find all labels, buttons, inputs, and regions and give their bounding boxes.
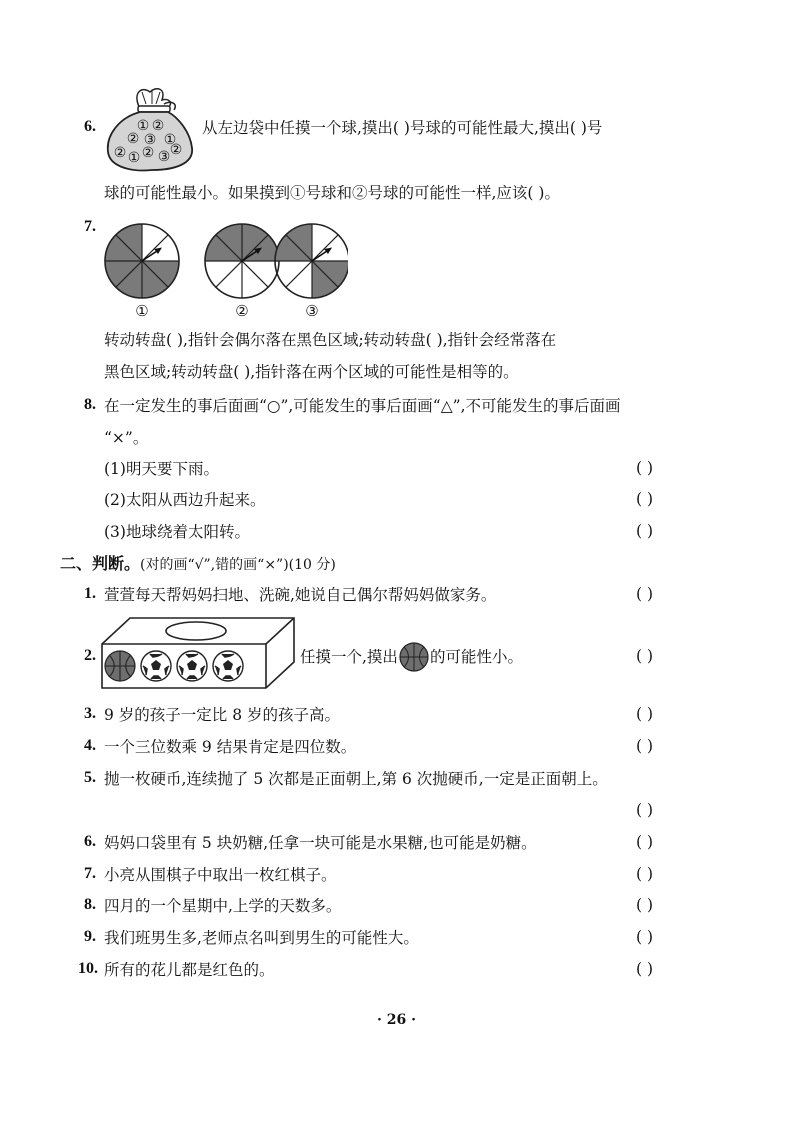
section2-heading xyxy=(60,554,336,575)
q8-answer-2[interactable]: ( ) xyxy=(636,490,654,508)
basketball-icon xyxy=(105,651,135,681)
soccer-ball-icon xyxy=(177,651,207,681)
q7-line1: 转动转盘( ),指针会偶尔落在黑色区域;转动转盘( ),指针会经常落在 xyxy=(104,331,557,349)
judge-7-number: 7. xyxy=(84,865,96,882)
q8-item-1: (1)明天要下雨。 xyxy=(104,460,219,478)
judge-10-number: 10. xyxy=(78,960,98,977)
judge-9-answer[interactable]: ( ) xyxy=(636,928,654,946)
ball-bag-illustration xyxy=(104,84,196,174)
spinner-label-2: ② xyxy=(235,302,249,320)
judge-2-text-a: 任摸一个,摸出 xyxy=(300,648,398,666)
judge-1-text: 萱萱每天帮妈妈扫地、洗碗,她说自己偶尔帮妈妈做家务。 xyxy=(104,586,497,604)
judge-8-number: 8. xyxy=(84,896,96,913)
page-number: · 26 · xyxy=(377,1012,416,1028)
judge-6-text: 妈妈口袋里有 5 块奶糖,任拿一块可能是水果糖,也可能是奶糖。 xyxy=(104,834,537,852)
spinner-2 xyxy=(205,224,279,298)
spinner-3 xyxy=(275,224,348,298)
bag-ball-10: ② xyxy=(169,142,183,158)
judge-3-number: 3. xyxy=(84,705,96,722)
judge-6-answer[interactable]: ( ) xyxy=(636,833,654,851)
section2-title: 二、判断。 xyxy=(60,554,141,573)
judge-7-answer[interactable]: ( ) xyxy=(636,865,654,883)
bag-ball-6: ② xyxy=(113,145,127,161)
bag-ball-2: ② xyxy=(151,118,165,134)
spinner-label-1: ① xyxy=(135,302,149,320)
judge-5-answer[interactable]: ( ) xyxy=(636,801,654,819)
q7-number: 7. xyxy=(84,218,96,235)
judge-9-number: 9. xyxy=(84,928,96,945)
q6-number: 6. xyxy=(84,118,96,135)
q8-answer-3[interactable]: ( ) xyxy=(636,522,654,540)
q8-item-3: (3)地球绕着太阳转。 xyxy=(104,523,250,541)
spinner-1 xyxy=(105,224,179,298)
judge-7-text: 小亮从围棋子中取出一枚红棋子。 xyxy=(104,866,337,884)
judge-4-text: 一个三位数乘 9 结果肯定是四位数。 xyxy=(104,738,357,756)
spinner-label-3: ③ xyxy=(305,302,319,320)
judge-10-answer[interactable]: ( ) xyxy=(636,960,654,978)
judge-8-text: 四月的一个星期中,上学的天数多。 xyxy=(104,897,342,915)
bag-ball-4: ③ xyxy=(143,132,157,148)
bag-ball-9: ③ xyxy=(157,149,171,165)
soccer-ball-icon xyxy=(213,651,243,681)
judge-3-text: 9 岁的孩子一定比 8 岁的孩子高。 xyxy=(104,706,341,724)
judge-2-answer[interactable]: ( ) xyxy=(636,647,654,665)
bag-ball-1: ① xyxy=(136,118,150,134)
judge-5-text: 抛一枚硬币,连续抛了 5 次都是正面朝上,第 6 次抛硬币,一定是正面朝上。 xyxy=(104,770,608,788)
q7-line2: 黑色区域;转动转盘( ),指针落在两个区域的可能性是相等的。 xyxy=(104,363,519,381)
section2-note: (对的画“√”,错的画“×”)(10 分) xyxy=(140,557,336,573)
q8-number: 8. xyxy=(84,396,96,413)
judge-1-number: 1. xyxy=(84,585,96,602)
judge-1-answer[interactable]: ( ) xyxy=(636,585,654,603)
q6-line2: 球的可能性最小。如果摸到①号球和②号球的可能性一样,应该( )。 xyxy=(104,184,560,202)
bag-ball-8: ① xyxy=(127,150,141,166)
ball-box-illustration xyxy=(100,616,296,692)
q8-line2: “×”。 xyxy=(104,429,149,447)
judge-4-answer[interactable]: ( ) xyxy=(636,737,654,755)
spinners-group xyxy=(98,220,348,322)
bag-ball-3: ② xyxy=(126,131,140,147)
judge-2-number: 2. xyxy=(84,647,96,664)
bag-ball-7: ② xyxy=(141,145,155,161)
basketball-inline xyxy=(398,648,430,668)
judge-9-text: 我们班男生多,老师点名叫到男生的可能性大。 xyxy=(104,929,419,947)
soccer-ball-icon xyxy=(141,651,171,681)
q8-line1: 在一定发生的事后面画“○”,可能发生的事后面画“△”,不可能发生的事后面画 xyxy=(104,397,621,415)
q8-item-2: (2)太阳从西边升起来。 xyxy=(104,491,266,509)
judge-2-text-b: 的可能性小。 xyxy=(429,648,523,666)
judge-5-number: 5. xyxy=(84,769,96,786)
q8-answer-1[interactable]: ( ) xyxy=(636,459,654,477)
judge-3-answer[interactable]: ( ) xyxy=(636,705,654,723)
q6-line1: 从左边袋中任摸一个球,摸出( )号球的可能性最大,摸出( )号 xyxy=(202,119,603,137)
judge-6-number: 6. xyxy=(84,833,96,850)
judge-8-answer[interactable]: ( ) xyxy=(636,896,654,914)
bag-ball-5: ① xyxy=(163,132,177,148)
judge-4-number: 4. xyxy=(84,737,96,754)
judge-2-text xyxy=(300,647,523,668)
judge-10-text: 所有的花儿都是红色的。 xyxy=(104,961,275,979)
